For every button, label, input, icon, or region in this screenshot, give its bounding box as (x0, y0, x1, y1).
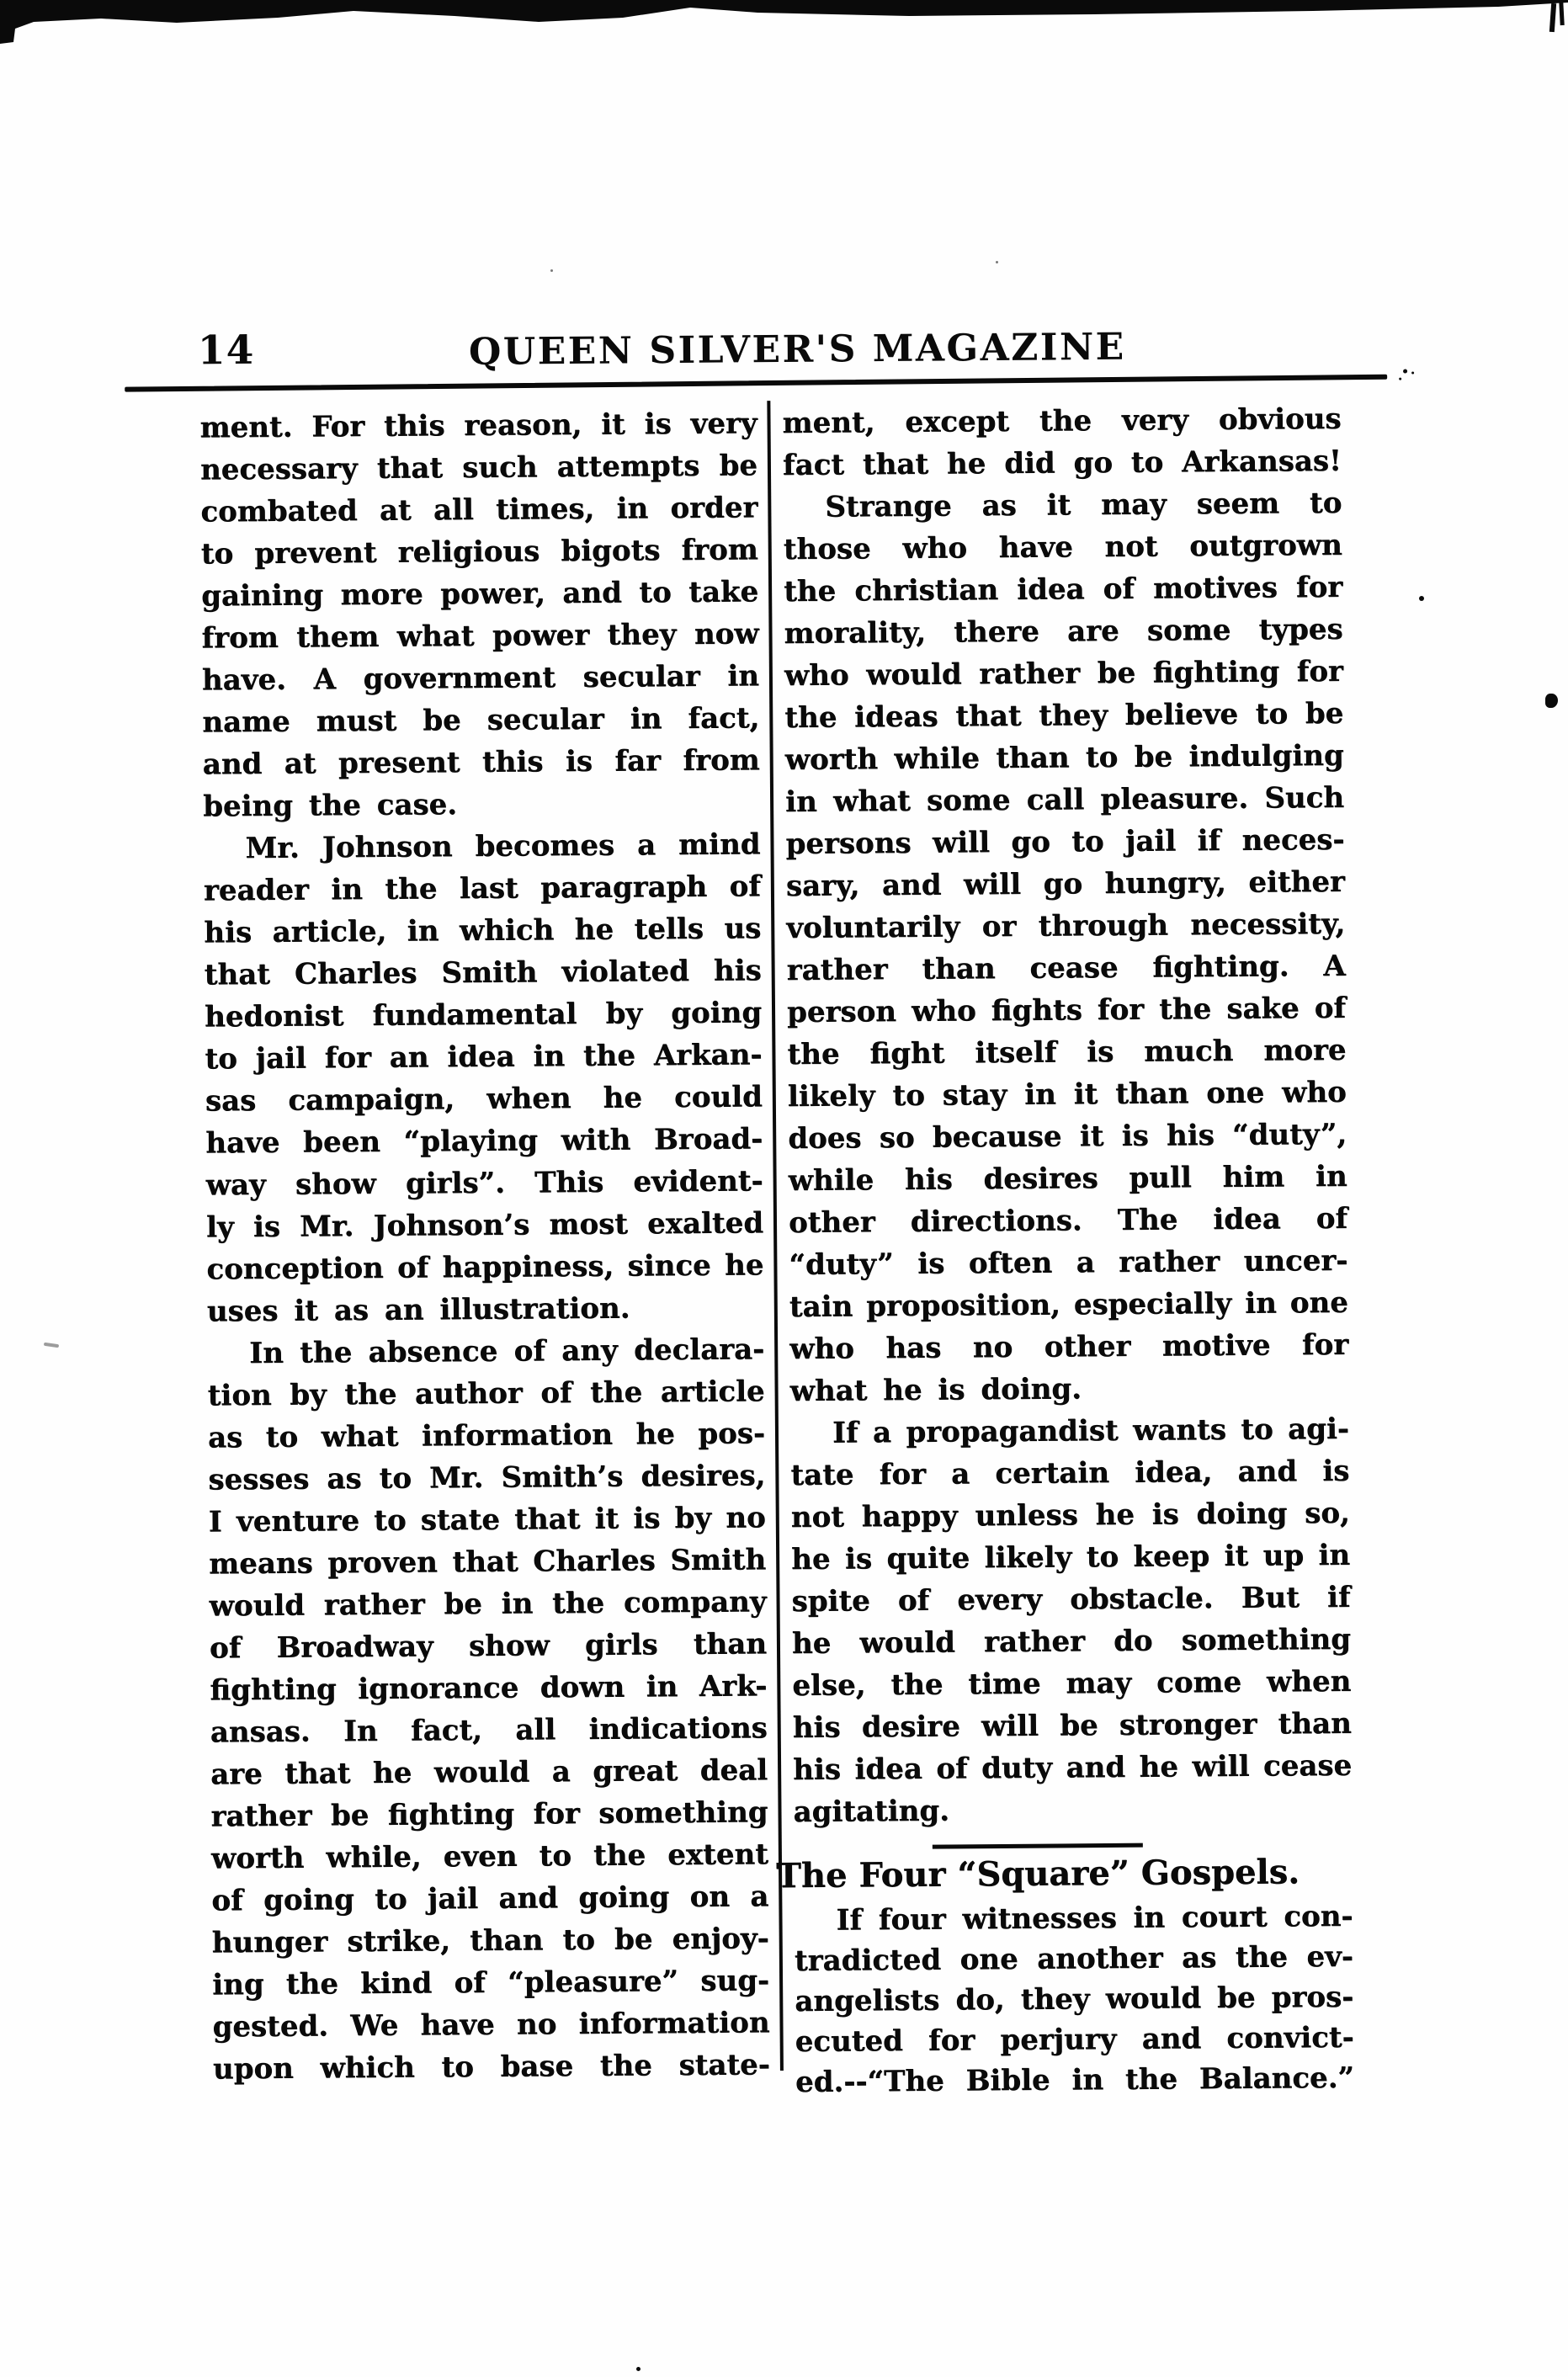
section-heading: The Four “Square” Gospels. (775, 1852, 1300, 1896)
text-line: while his desires pull him in (788, 1159, 1347, 1198)
text-line: persons will go to jail if neces- (785, 822, 1345, 861)
text-line: sas campaign, when he could (205, 1080, 763, 1119)
text-line: name must be secular in fact, (202, 701, 760, 740)
text-line: sary, and will go hungry, either (785, 864, 1346, 903)
text-line: spite of every obstacle. But if (791, 1580, 1351, 1619)
text-line: tain proposition, especially in one (789, 1285, 1348, 1324)
text-line: have been “playing with Broad- (205, 1122, 763, 1161)
right-column (775, 398, 1355, 2103)
text-line: of going to jail and going on a (211, 1880, 769, 1918)
text-line: have. A government secular in (201, 659, 760, 698)
right-column-text (782, 398, 1352, 1833)
text-line: ment. For this reason, it is very (199, 407, 757, 445)
text-line: tradicted one another as the ev- (794, 1939, 1354, 1978)
text-line: being the case. (202, 788, 458, 824)
page-number: 14 (197, 327, 255, 375)
text-line: his idea of duty and he will cease (792, 1748, 1353, 1787)
text-line: sesses as to Mr. Smith’s desires, (208, 1459, 766, 1497)
text-line: worth while than to be indulging (784, 738, 1344, 777)
left-column (199, 402, 770, 2090)
text-line: means proven that Charles Smith (209, 1543, 767, 1582)
text-line: rather than cease fighting. A (786, 949, 1346, 987)
header-rule (125, 375, 1387, 392)
text-line: likely to stay in it than one who (787, 1075, 1347, 1114)
magazine-title: QUEEN SILVER'S MAGAZINE (468, 325, 1126, 374)
text-line: ly is Mr. Johnson’s most exalted (205, 1206, 764, 1245)
text-line: reader in the last paragraph of (203, 869, 761, 908)
column-divider-rule (767, 401, 784, 2071)
text-line: ecuted for perjury and convict- (795, 2020, 1354, 2059)
text-line: does so because it is his “duty”, (788, 1117, 1347, 1156)
text-line: that Charles Smith violated his (204, 954, 762, 992)
text-line: angelists do, they would be pros- (795, 1980, 1354, 2018)
text-line: gaining more power, and to take (200, 575, 759, 614)
text-line: uses it as an illustration. (206, 1291, 630, 1329)
text-line: as to what information he pos- (207, 1417, 766, 1455)
text-line: the christian idea of motives for (783, 570, 1343, 609)
text-line: fighting ignorance down in Ark- (210, 1669, 768, 1708)
text-line: ment, except the very obvious (782, 401, 1342, 440)
text-line: and at present this is far from (202, 743, 760, 782)
text-line: way show girls”. This evident- (205, 1164, 763, 1203)
text-line: his desire will be stronger than (792, 1706, 1352, 1745)
text-line: to jail for an idea in the Arkan- (205, 1038, 763, 1077)
text-line: his article, in which he tells us (204, 912, 762, 950)
text-line: other directions. The idea of (788, 1201, 1348, 1240)
text-line: worth while, even to the extent (210, 1837, 769, 1876)
text-line: to prevent religious bigots from (200, 533, 758, 572)
text-line: fact that he did go to Arkansas! (782, 444, 1342, 482)
text-line: necessary that such attempts be (199, 449, 758, 487)
section-divider-rule (933, 1843, 1143, 1849)
text-line: he is quite likely to keep it up in (791, 1538, 1351, 1577)
text-line: what he is doing. (789, 1372, 1082, 1408)
text-line: In the absence of any declara- (249, 1332, 765, 1370)
text-line: the ideas that they believe to be (784, 696, 1344, 735)
text-line: voluntarily or through necessity, (786, 907, 1346, 945)
text-line: conception of happiness, since he (206, 1248, 764, 1287)
text-line: If a propagandist wants to agi- (832, 1412, 1350, 1450)
text-line: Strange as it may seem to (825, 486, 1342, 524)
text-line: “duty” is often a rather uncer- (789, 1243, 1348, 1282)
text-line: he would rather do something (791, 1622, 1352, 1661)
text-line: of Broadway show girls than (209, 1627, 768, 1666)
section-body (794, 1896, 1354, 2103)
text-line: person who fights for the sake of (786, 991, 1347, 1029)
text-line: hunger strike, than to be enjoy- (211, 1922, 769, 1960)
text-line: in what some call pleasure. Such (784, 780, 1345, 819)
text-line: agitating. (793, 1794, 950, 1829)
text-line: tate for a certain idea, and is (790, 1454, 1350, 1492)
text-line: combated at all times, in order (200, 491, 758, 529)
text-line: ed.--“The Bible in the Balance.” (795, 2061, 1355, 2099)
text-line: the fight itself is much more (787, 1033, 1347, 1072)
text-line: tion by the author of the article (207, 1375, 765, 1413)
text-line: would rather be in the company (209, 1585, 767, 1624)
text-line: not happy unless he is doing so, (790, 1496, 1350, 1534)
text-line: ing the kind of “pleasure” sug- (211, 1964, 770, 2002)
text-line: If four witnesses in court con- (836, 1899, 1353, 1938)
text-line: Mr. Johnson becomes a mind (245, 827, 761, 866)
text-line: upon which to base the state- (212, 2048, 770, 2087)
text-line: gested. We have no information (212, 2006, 770, 2045)
text-line: hedonist fundamental by going (204, 996, 763, 1034)
text-line: I venture to state that it is by no (208, 1501, 766, 1539)
text-line: who has no other motive for (789, 1327, 1349, 1366)
text-line: are that he would a great deal (210, 1753, 768, 1792)
text-line: those who have not outgrown (783, 528, 1342, 566)
text-line: else, the time may come when (792, 1664, 1352, 1703)
text-line: ansas. In fact, all indications (210, 1711, 768, 1750)
text-line: morality, there are some types (784, 612, 1343, 651)
text-line: rather be fighting for something (210, 1795, 768, 1834)
text-line: from them what power they now (201, 617, 759, 656)
text-line: who would rather be fighting for (784, 654, 1344, 693)
